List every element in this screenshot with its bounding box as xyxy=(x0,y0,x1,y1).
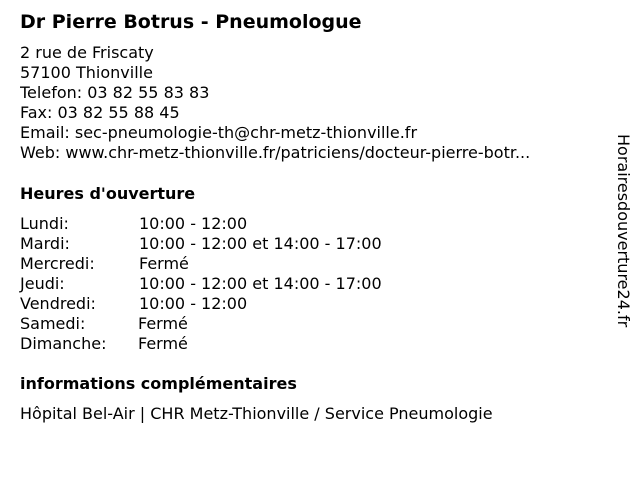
opening-hours-heading: Heures d'ouverture xyxy=(20,184,196,203)
day-hours: 10:00 - 12:00 et 14:00 - 17:00 xyxy=(139,234,382,253)
additional-info-heading: informations complémentaires xyxy=(20,374,297,393)
day-label: Vendredi: xyxy=(20,294,96,313)
day-hours: Fermé xyxy=(139,254,189,273)
page-title: Dr Pierre Botrus - Pneumologue xyxy=(20,11,362,33)
day-label: Mercredi: xyxy=(20,254,95,273)
address-city: 57100 Thionville xyxy=(20,63,153,82)
website-link[interactable]: Web: www.chr-metz-thionville.fr/patriciens/docteur-pierre-botr... xyxy=(20,143,531,162)
day-hours: 10:00 - 12:00 xyxy=(139,214,248,233)
phone-number[interactable]: Telefon: 03 82 55 83 83 xyxy=(20,83,210,102)
day-label: Samedi: xyxy=(20,314,86,333)
email-link[interactable]: Email: sec-pneumologie-th@chr-metz-thionville.fr xyxy=(20,123,418,142)
address-street: 2 rue de Friscaty xyxy=(20,43,154,62)
fax-number: Fax: 03 82 55 88 45 xyxy=(20,103,180,122)
additional-info-text: Hôpital Bel-Air | CHR Metz-Thionville / Service Pneumologie xyxy=(20,404,493,423)
day-label: Lundi: xyxy=(20,214,69,233)
day-hours: Fermé xyxy=(138,334,188,353)
site-watermark: Horairesdouverture24.fr xyxy=(614,134,633,328)
day-label: Jeudi: xyxy=(20,274,65,293)
day-hours: 10:00 - 12:00 et 14:00 - 17:00 xyxy=(139,274,382,293)
day-label: Dimanche: xyxy=(20,334,107,353)
contact-block xyxy=(20,43,600,163)
day-hours: Fermé xyxy=(138,314,188,333)
day-hours: 10:00 - 12:00 xyxy=(139,294,248,313)
day-label: Mardi: xyxy=(20,234,70,253)
